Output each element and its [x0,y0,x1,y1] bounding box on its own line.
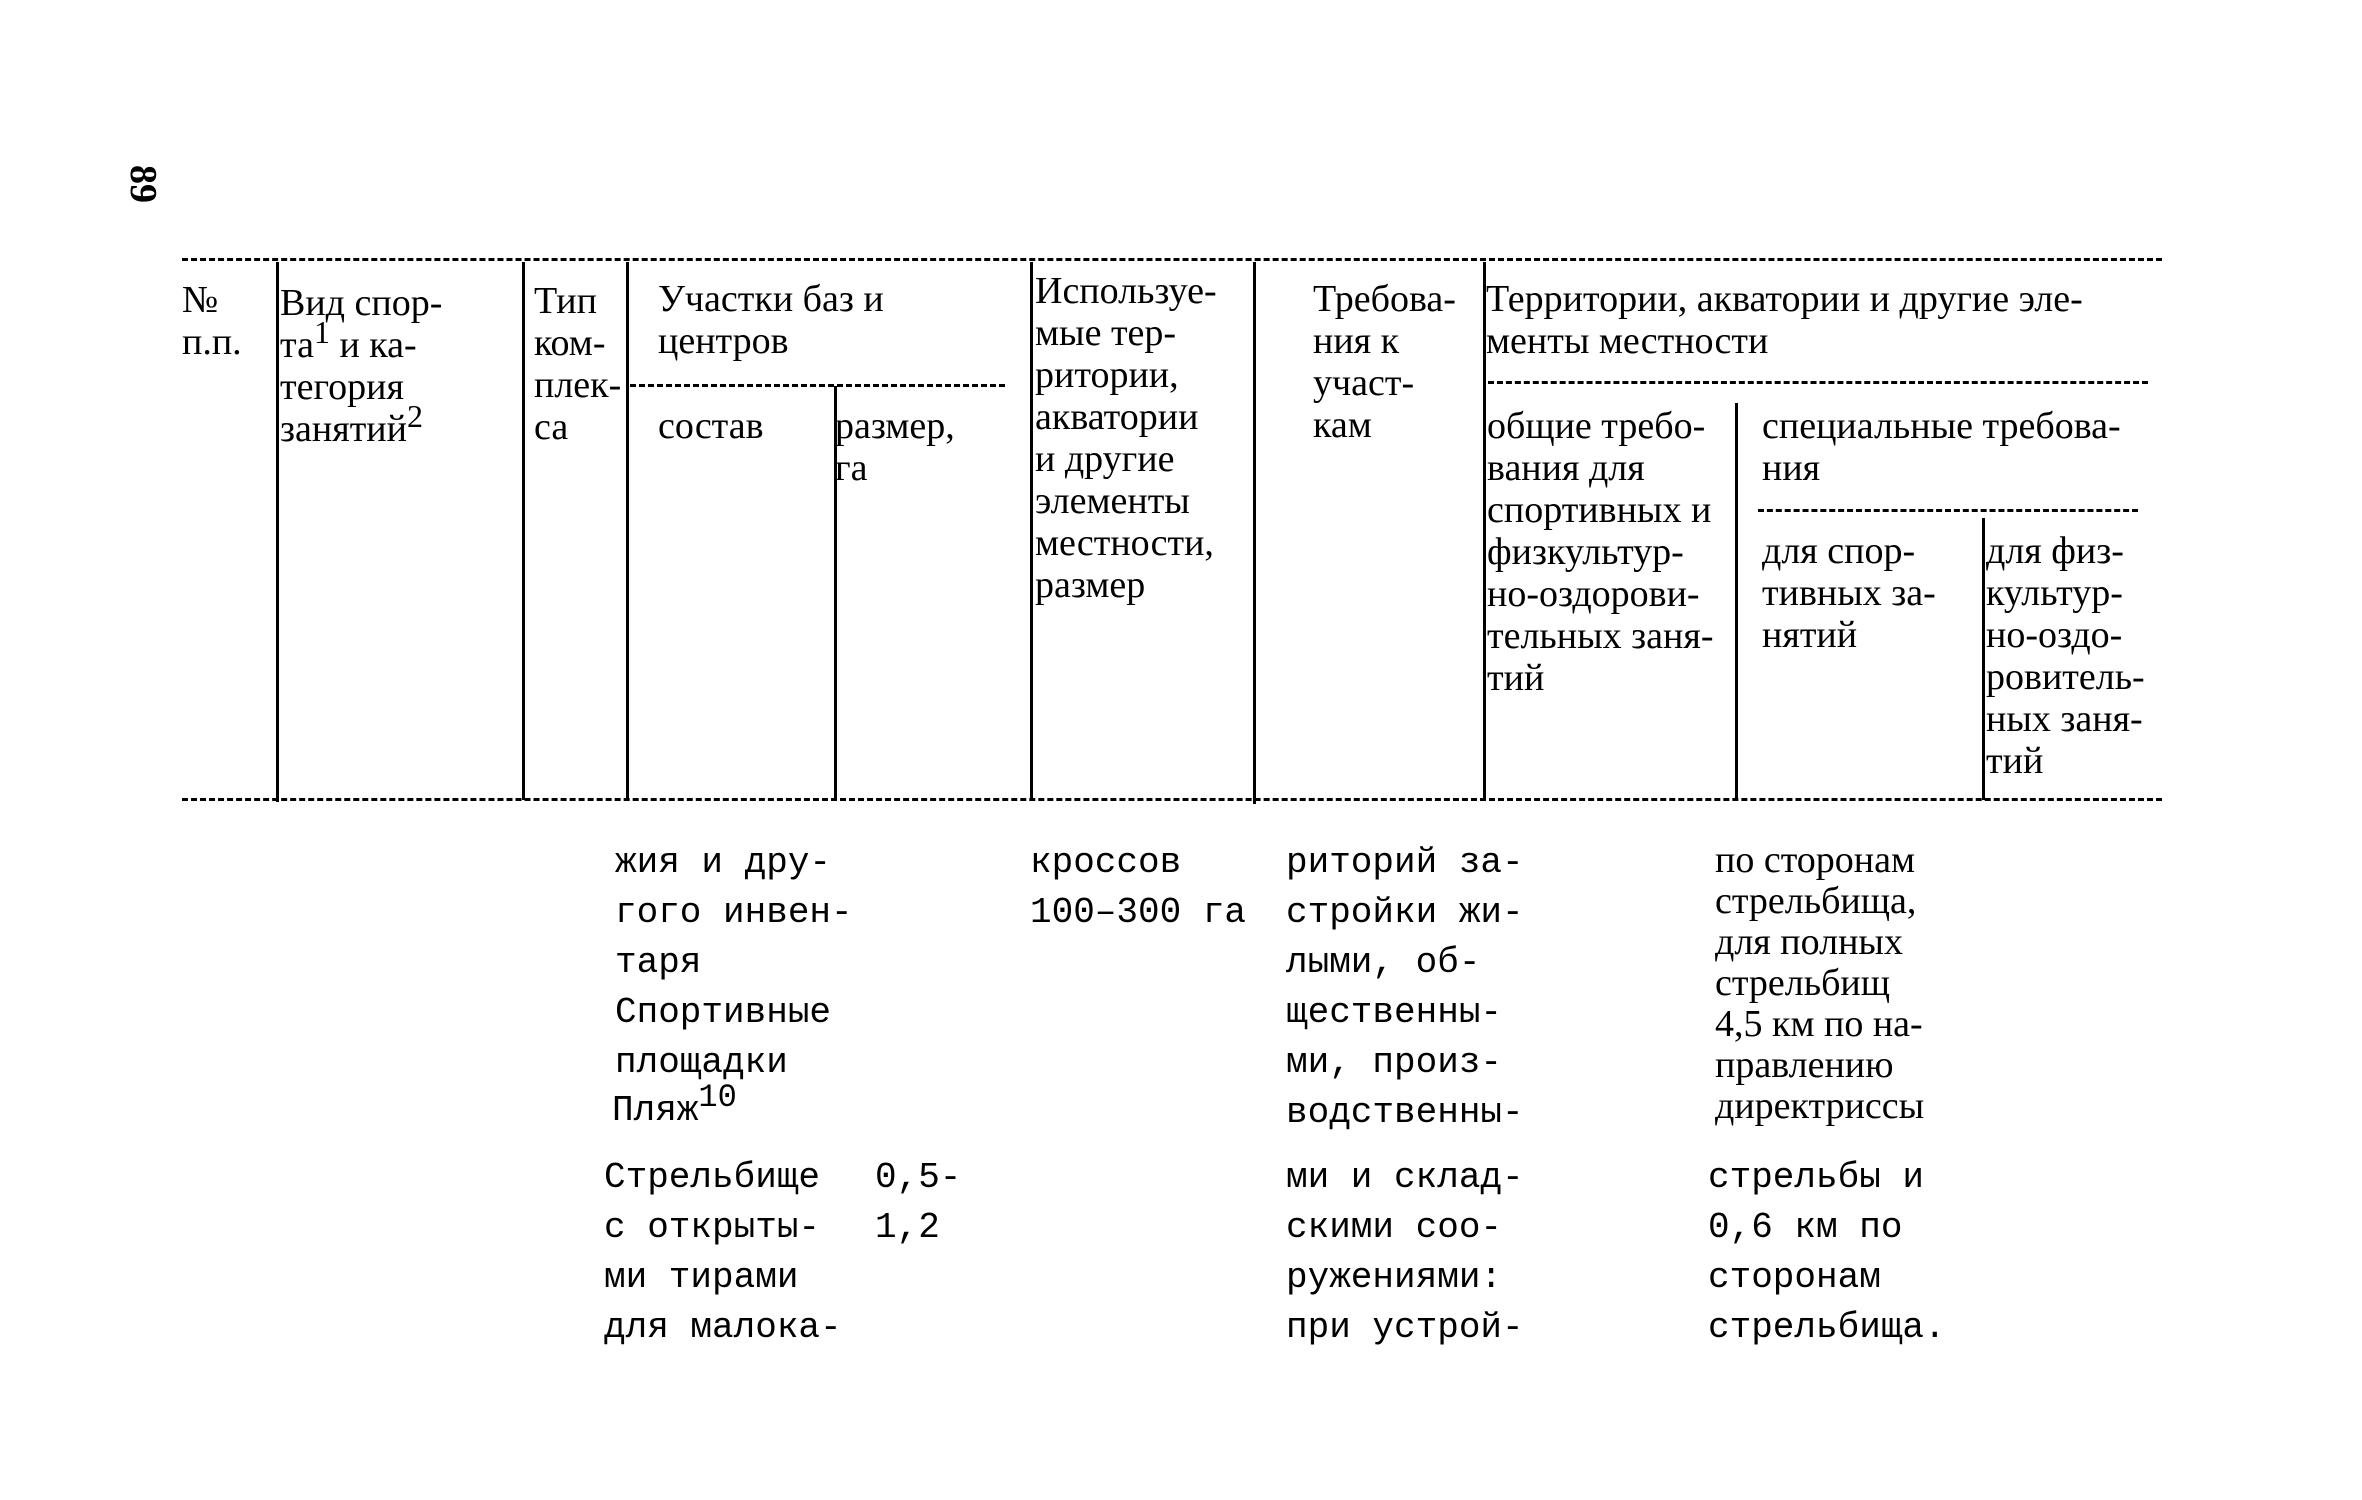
body-special-b: стрельбы и 0,6 км по сторонам стрельбища. [1708,1157,1946,1348]
table-top-rule [182,258,2162,261]
header-plots-size: размер, га [835,405,955,489]
table-header-bottom-rule [182,798,2162,801]
header-territories-group: Территории, акватории и другие эле- менты местности [1486,278,2083,362]
body-requirements-b: ми и склад- скими соо- ружениями: при устрой- [1286,1157,1524,1348]
page-number: 89 [122,165,164,203]
header-plots-group: Участки баз и центров [658,278,884,362]
header-plots-composition: состав [658,405,764,447]
col-divider-3 [626,262,629,800]
footnote-1: 1 [313,314,330,350]
header-used-territories: Используе- мые тер- ритории, акватории и другие элементы местности, размер [1035,270,1217,606]
body-shooting-range: Стрельбище с открыты- ми тирами для малока- [604,1157,842,1348]
body-used-territories: кроссов 100–300 га [1030,842,1247,933]
beach-label: Пляж [612,1090,699,1131]
body-requirements-a: риторий за- стройки жи- лыми, об- щественны- ми, произ- водственны- [1286,842,1524,1133]
header-sport-a: Вид спор- та [280,282,443,366]
header-special-sport: для спор- тивных за- нятий [1762,530,1936,656]
col-divider-5 [1030,262,1033,800]
col-divider-2 [522,262,525,800]
col-divider-9 [1982,518,1985,800]
header-special-requirements: специальные требова- ния [1762,405,2121,489]
body-special-a: по сторонам стрельбища, для полных стрельбищ 4,5 км по на- правлению директриссы [1715,839,1925,1127]
header-complex: Тип ком- плек- са [534,280,622,448]
body-shooting-size: 0,5- 1,2 [875,1157,962,1248]
col-divider-6 [1253,262,1256,804]
footnote-10: 10 [698,1079,737,1116]
header-number: № п.п. [182,279,242,363]
header-plot-requirements: Требова- ния к участ- кам [1313,278,1456,446]
header-sport-b: и ка- тегория занятий [280,324,417,450]
special-subheader-rule [1758,509,2138,512]
header-special-health: для физ- культур- но-оздо- ровитель- ных заня- тий [1986,530,2145,782]
col-divider-1 [276,262,279,802]
body-beach [612,1079,737,1136]
plots-subheader-rule [630,384,1005,387]
body-composition-continued: жия и дру- гого инвен- таря Спортивные площадки [615,842,853,1083]
territories-subheader-rule [1488,381,2148,384]
col-divider-8 [1735,403,1738,800]
header-general-requirements: общие требо- вания для спортивных и физкультур- но-оздорови- тельных заня- тий [1487,405,1714,699]
header-sport [280,282,442,450]
footnote-2: 2 [406,398,423,434]
